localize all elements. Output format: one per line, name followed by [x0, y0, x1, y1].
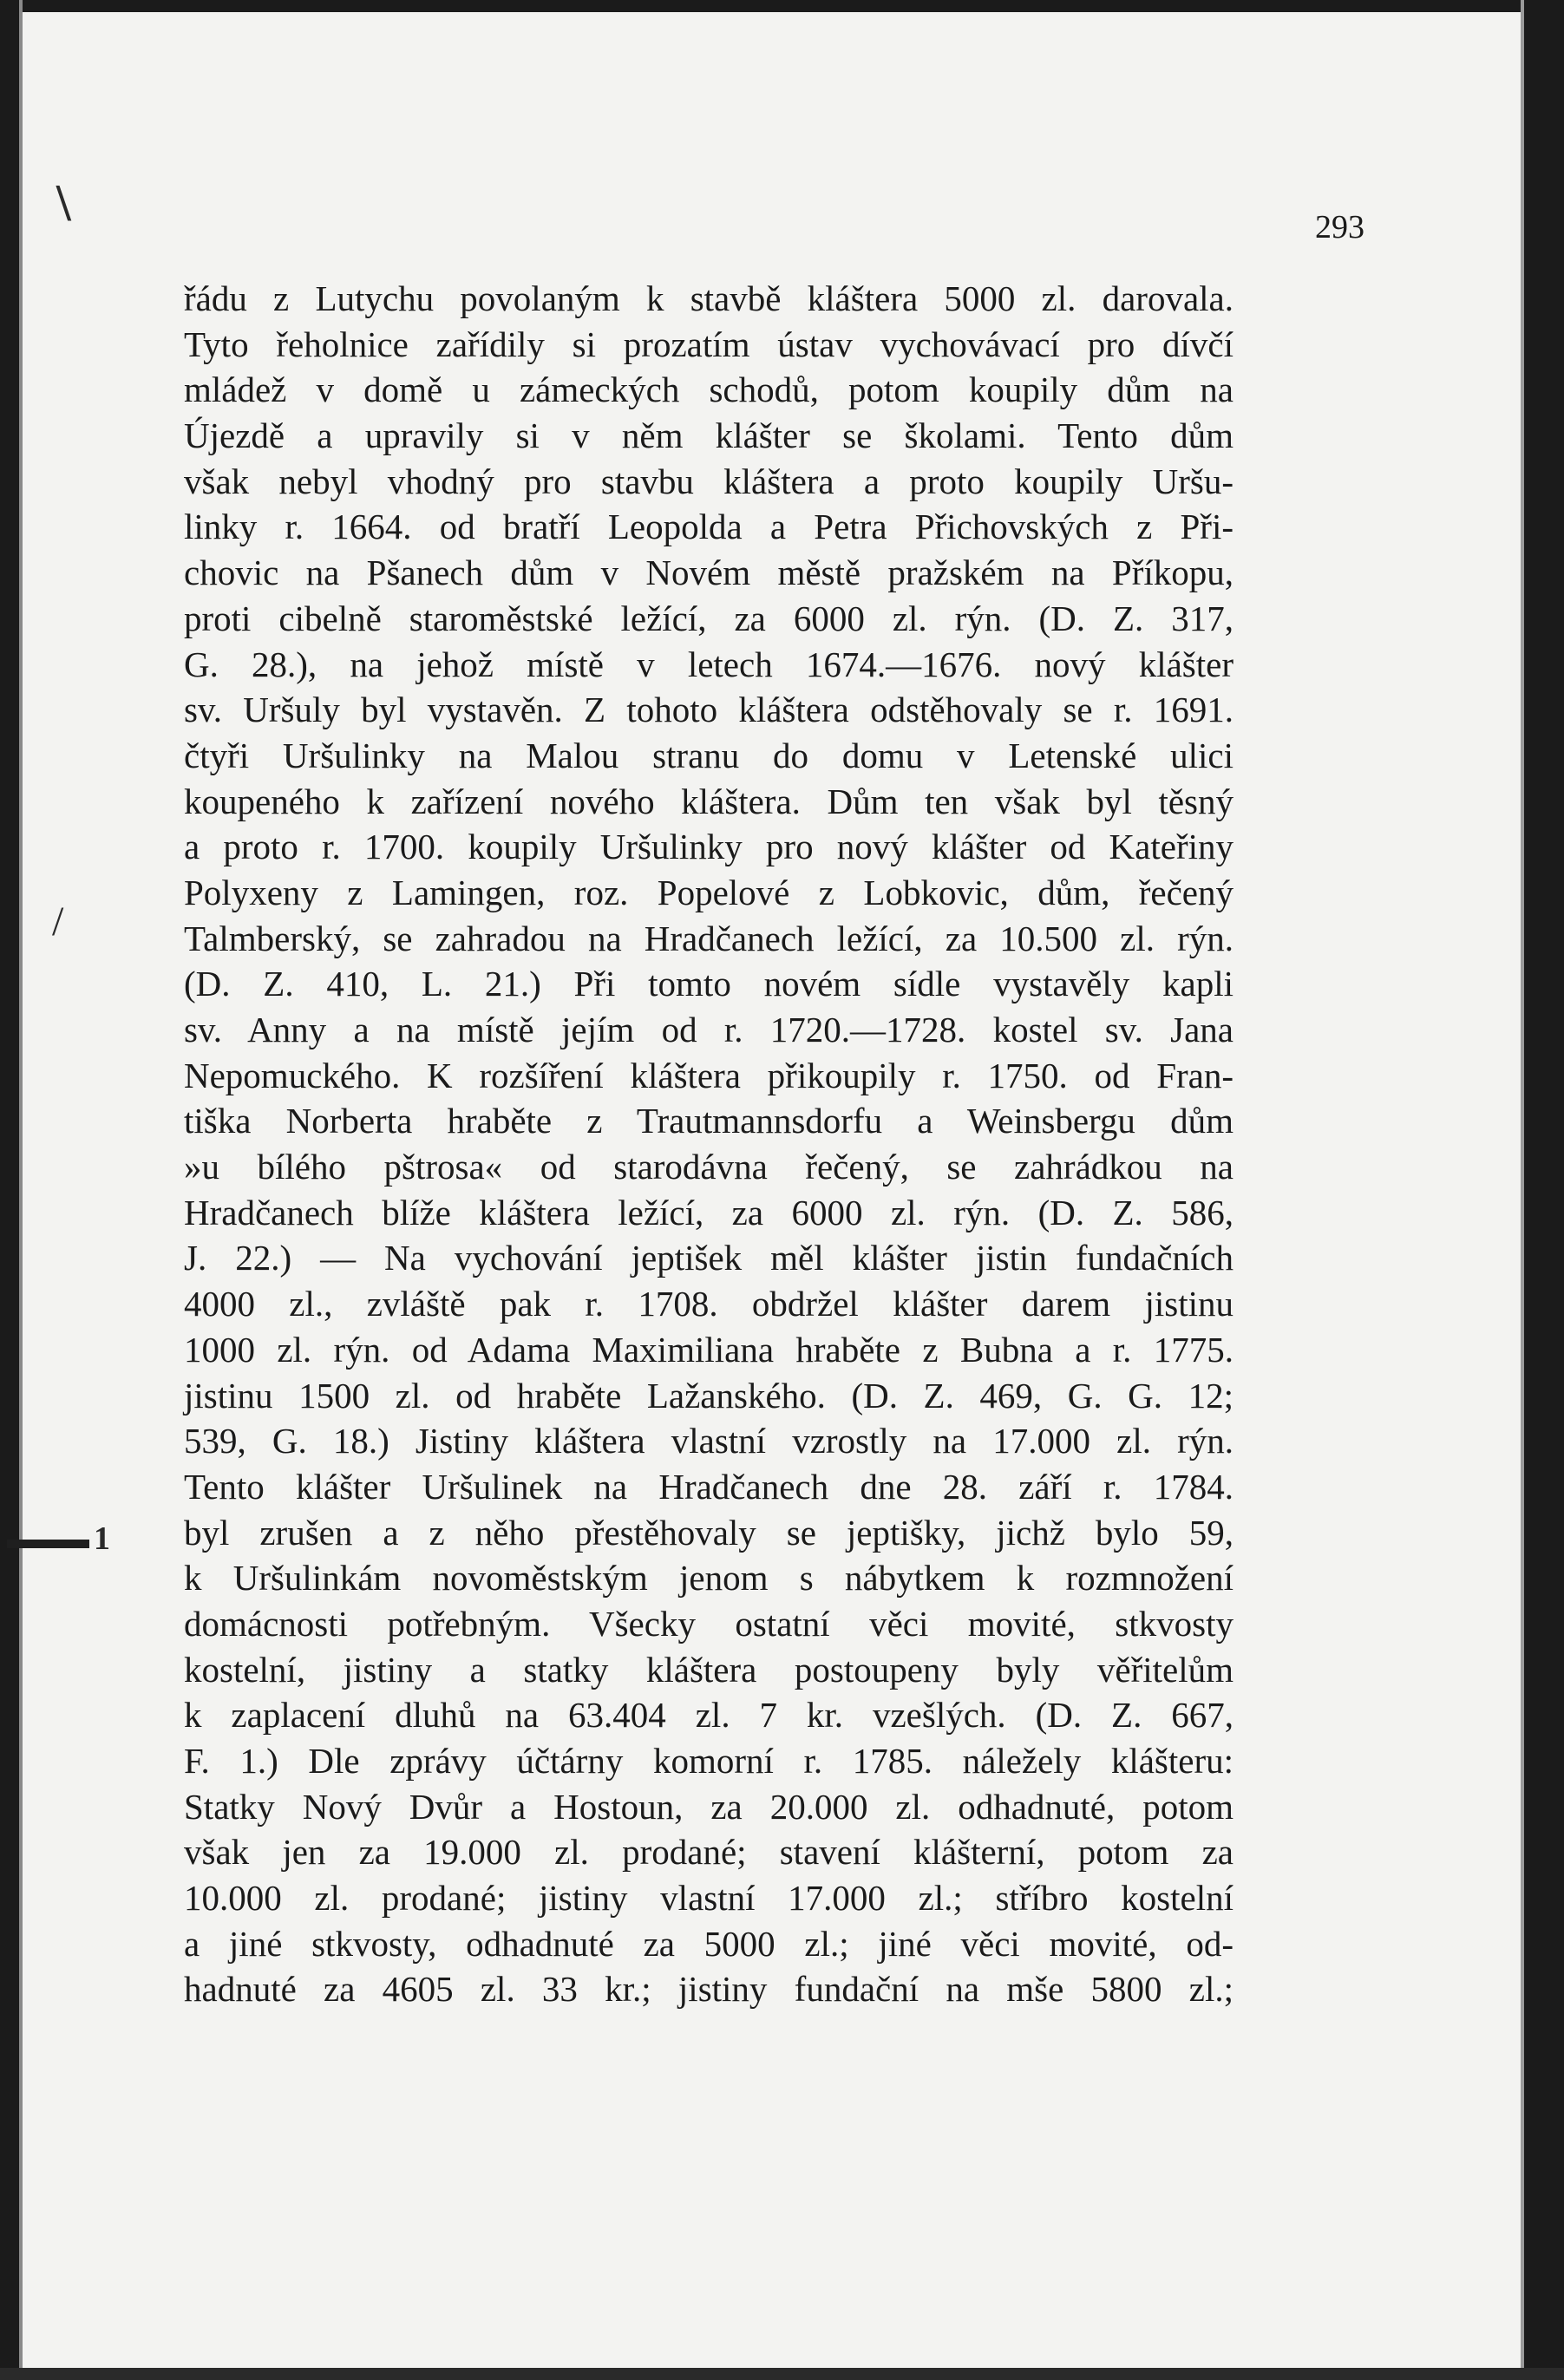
text-line: čtyři Uršulinky na Malou stranu do domu v Letenské ulici [184, 735, 1234, 775]
scan-border-left [0, 0, 19, 2380]
text-line: Hradčanech blíže kláštera ležící, za 6000 zl. rýn. (D. Z. 586, [184, 1192, 1234, 1232]
text-line: proti cibelně staroměstské ležící, za 6000 zl. rýn. (D. Z. 317, [184, 598, 1234, 638]
text-line: domácnosti potřebným. Všecky ostatní věci movité, stkvosty [184, 1603, 1234, 1644]
text-line: tiška Norberta hraběte z Trautmannsdorfu a Weinsbergu dům [184, 1101, 1234, 1141]
scan-border-top [0, 0, 1564, 12]
text-line: Statky Nový Dvůr a Hostoun, za 20.000 zl. odhadnuté, potom [184, 1786, 1234, 1827]
text-line: Talmberský, se zahradou na Hradčanech ležící, za 10.500 zl. rýn. [184, 918, 1234, 958]
text-line: (D. Z. 410, L. 21.) Při tomto novém sídle vystavěly kapli [184, 964, 1234, 1004]
text-line: k zaplacení dluhů na 63.404 zl. 7 kr. vzešlých. (D. Z. 667, [184, 1695, 1234, 1736]
page-number: 293 [1315, 209, 1364, 245]
text-line: Polyxeny z Lamingen, roz. Popelové z Lobkovic, dům, řečený [184, 872, 1234, 912]
text-line: Tyto řeholnice zařídily si prozatím ústav vychovávací pro dívčí [184, 324, 1234, 364]
text-line: chovic na Pšanech dům v Novém městě pražském na Příkopu, [184, 552, 1234, 593]
scan-border-right-inner [1521, 0, 1524, 2380]
margin-mark-top: \ [56, 174, 71, 232]
text-line: hadnuté za 4605 zl. 33 kr.; jistiny fundační na mše 5800 zl.; [184, 1969, 1234, 2010]
text-line: sv. Uršuly byl vystavěn. Z tohoto kláštera odstěhovaly se r. 1691. [184, 690, 1234, 730]
text-line: sv. Anny a na místě jejím od r. 1720.—1728. kostel sv. Jana [184, 1010, 1234, 1049]
margin-smudge [7, 1540, 89, 1548]
text-line: F. 1.) Dle zprávy účtárny komorní r. 1785. náležely klášteru: [184, 1741, 1234, 1781]
text-line: J. 22.) — Na vychování jeptišek měl klášter jistin fundačních [184, 1238, 1234, 1278]
text-line: jistinu 1500 zl. od hraběte Lažanského. (D. Z. 469, G. G. 12; [184, 1375, 1234, 1416]
text-line: kostelní, jistiny a statky kláštera postoupeny byly věřitelům [184, 1649, 1234, 1690]
text-line: 10.000 zl. prodané; jistiny vlastní 17.000 zl.; stříbro kostelní [184, 1878, 1234, 1919]
scan-border-right [1524, 0, 1564, 2380]
body-text [184, 276, 1234, 2012]
text-line: koupeného k zařízení nového kláštera. Dům ten však byl těsný [184, 781, 1234, 821]
text-line: Tento klášter Uršulinek na Hradčanech dne 28. září r. 1784. [184, 1466, 1234, 1507]
text-line: G. 28.), na jehož místě v letech 1674.—1676. nový klášter [184, 644, 1234, 684]
text-line: mládež v domě u zámeckých schodů, potom koupily dům na [184, 369, 1234, 410]
text-line: Nepomuckého. K rozšíření kláštera přikoupily r. 1750. od Fran- [184, 1055, 1234, 1095]
text-line: 4000 zl., zvláště pak r. 1708. obdržel klášter darem jistinu [184, 1284, 1234, 1324]
text-line: »u bílého pštrosa« od starodávna řečený, se zahrádkou na [184, 1147, 1234, 1187]
text-line: 1000 zl. rýn. od Adama Maximiliana hraběte z Bubna a r. 1775. [184, 1329, 1234, 1370]
text-line: a proto r. 1700. koupily Uršulinky pro nový klášter od Kateřiny [184, 827, 1234, 867]
text-line: linky r. 1664. od bratří Leopolda a Petra Přichovských z Při- [184, 507, 1234, 547]
margin-mark-lower: 1 [94, 1520, 110, 1557]
scan-border-left-inner [19, 0, 23, 2380]
margin-mark-middle: / [52, 899, 64, 945]
scan-border-bottom [0, 2368, 1564, 2380]
text-line: a jiné stkvosty, odhadnuté za 5000 zl.; jiné věci movité, od- [184, 1923, 1234, 1964]
text-line: k Uršulinkám novoměstským jenom s nábytkem k rozmnožení [184, 1558, 1234, 1599]
text-line: 539, G. 18.) Jistiny kláštera vlastní vzrostly na 17.000 zl. rýn. [184, 1421, 1234, 1461]
text-line: řádu z Lutychu povolaným k stavbě kláštera 5000 zl. darovala. [184, 278, 1234, 318]
text-line: však nebyl vhodný pro stavbu kláštera a proto koupily Uršu- [184, 461, 1234, 501]
text-line: však jen za 19.000 zl. prodané; stavení klášterní, potom za [184, 1832, 1234, 1873]
text-line: Újezdě a upravily si v něm klášter se školami. Tento dům [184, 415, 1234, 456]
text-line: byl zrušen a z něho přestěhovaly se jeptišky, jichž bylo 59, [184, 1512, 1234, 1553]
